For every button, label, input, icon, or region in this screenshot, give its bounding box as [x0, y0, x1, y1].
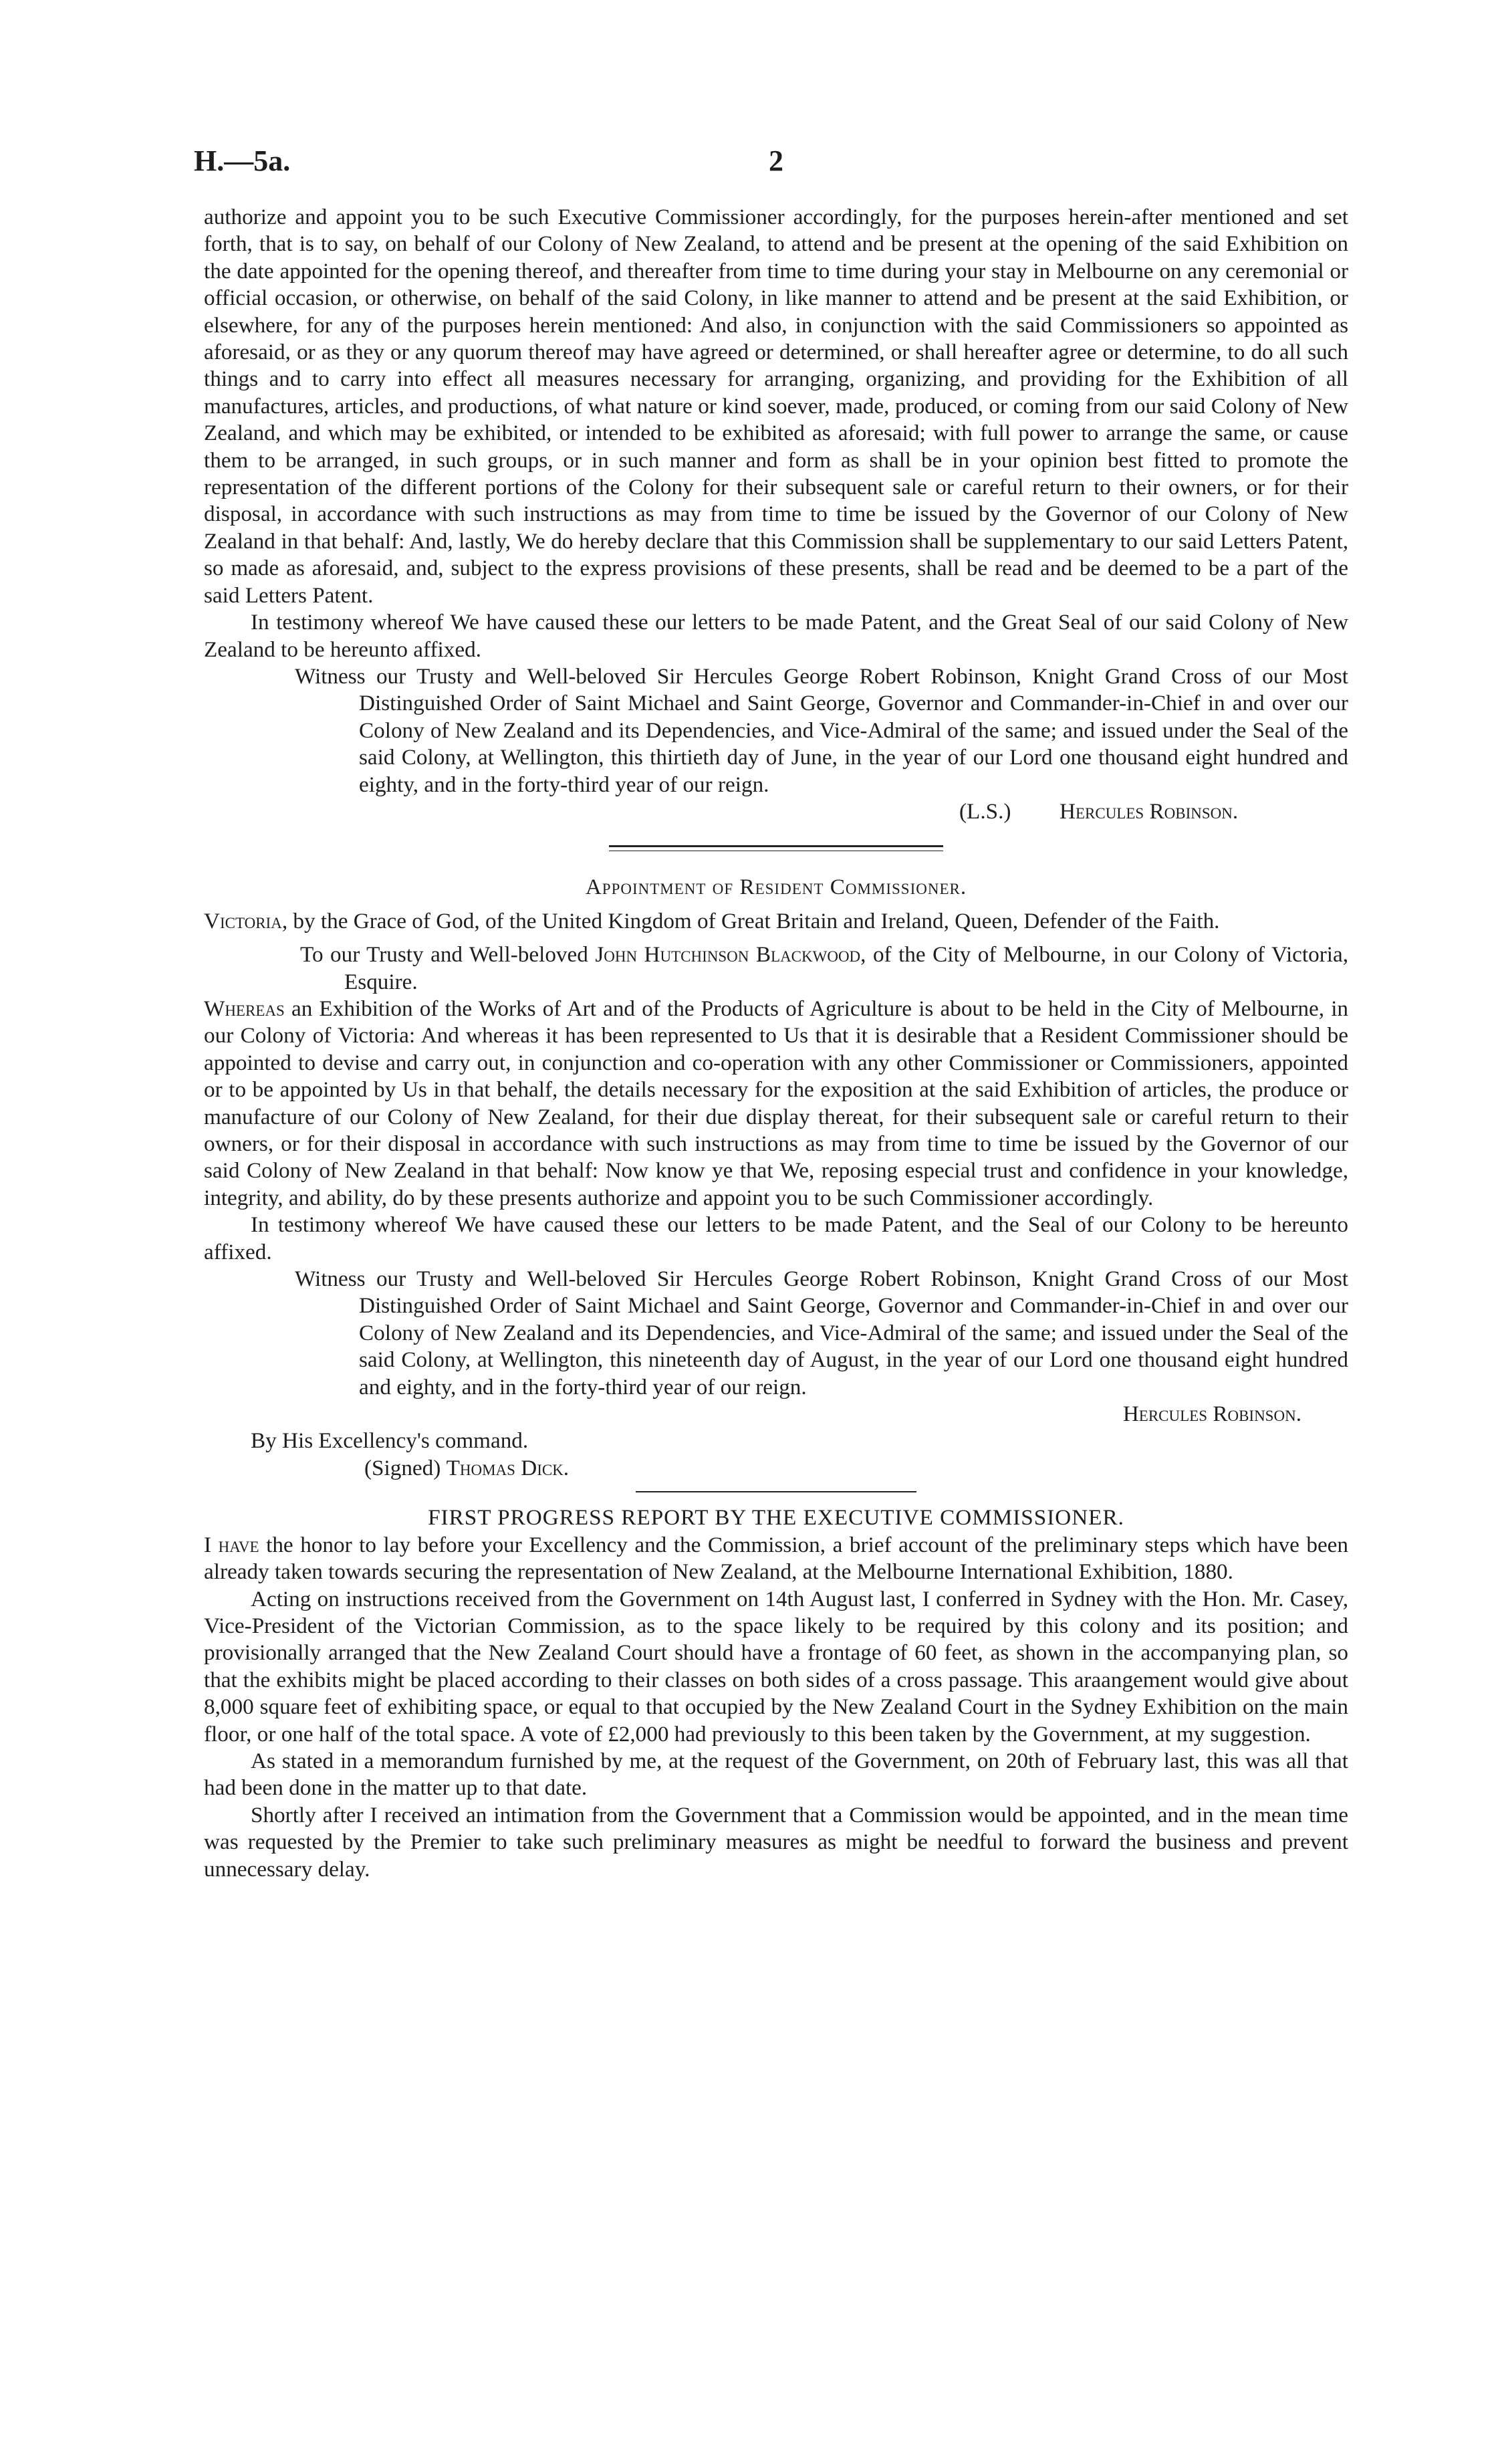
witness-paragraph: Witness our Trusty and Well-beloved Sir Hercules George Robert Robinson, Knight Grand Cross of our Most Distinguished Order of Saint Michael and Saint George, Governor and Commander-in-Chief in and over our Colony of New Zealand and its Dependencies, and Vice-Admiral of the same; and issued under the Seal of the said Colony, at Wellington, this nineteenth day of August, in the year of our Lord one thousand eight hundred and eighty, and in the forty-third year of our reign.	[295, 1266, 1348, 1399]
whereas-lead: Whereas	[204, 996, 285, 1021]
report-paragraph: Shortly after I received an intimation from the Government that a Commission would be appointed, and in the mean time was requested by the Premier to take such preliminary measures as might be needful to forward the business and prevent unnecessary delay.	[204, 1802, 1348, 1882]
report-paragraph: As stated in a memorandum furnished by me, at the request of the Government, on 20th of February last, this was all that had been done in the matter up to that date.	[204, 1748, 1348, 1801]
report-paragraph: Acting on instructions received from the Government on 14th August last, I conferred in Sydney with the Hon. Mr. Casey, Vice-President of the Victorian Commission, as to the space likely to be required by this colony and its position; and provisionally arranged that the New Zealand Court should have a frontage of 60 feet, as shown in the accompanying plan, so that the exhibits might be placed according to their classes on both sides of a cross passage. This araangement would give about 8,000 square feet of exhibiting space, or equal to that occupied by the New Zealand Court in the Sydney Exhibition on the main floor, or one half of the total space. A vote of £2,000 had previously to this been taken by the Government, at my suggestion.	[204, 1586, 1348, 1747]
executive-commission-continued	[204, 204, 1348, 825]
section-divider	[609, 845, 943, 851]
report-paragraph	[204, 1532, 1348, 1586]
victoria-lead: Victoria,	[204, 908, 288, 933]
page-number: 2	[769, 144, 783, 177]
text-column	[204, 204, 1348, 1883]
witness-paragraph: Witness our Trusty and Well-beloved Sir Hercules George Robert Robinson, Knight Grand Cross of our Most Distinguished Order of Saint Michael and Saint George, Governor and Commander-in-Chief in and over our Colony of New Zealand and its Dependencies, and Vice-Admiral of the same; and issued under the Seal of the said Colony, at Wellington, this thirtieth day of June, in the year of our Lord one thousand eight hundred and eighty, and in the forty-third year of our reign.	[295, 663, 1348, 797]
addressee-name: John Hutchinson Blackwood,	[595, 942, 866, 968]
victoria-paragraph	[204, 908, 1348, 935]
addressee-paragraph	[204, 941, 1348, 996]
signature: Hercules Robinson.	[1122, 1402, 1301, 1427]
signed-label: (Signed)	[364, 1455, 441, 1480]
commission-body-paragraph: authorize and appoint you to be such Executive Commissioner accordingly, for the purposes herein-after mentioned and set forth, that is to say, on behalf of our Colony of New Zealand, to attend and be present at the opening of the said Exhibition on the date appointed for the opening thereof, and thereafter from time to time during your stay in Melbourne on any ceremonial or official occasion, or otherwise, on behalf of the said Colony, in like manner to attend and be present at the said Exhibition, or elsewhere, for any of the purposes herein mentioned: And also, in conjunction with the said Commissioners so appointed as aforesaid, or as they or any quorum thereof may have agreed or determined, or shall hereafter agree or determine, to do all such things and to carry into effect all measures necessary for arranging, organizing, and providing for the Exhibition of all manufactures, articles, and productions, of what nature or kind soever, made, produced, or coming from our said Colony of New Zealand, and which may be exhibited, or intended to be exhibited as aforesaid; with full power to arrange the same, or cause them to be arranged, in such groups, or in such manner and form as shall be in your opinion best fitted to promote the representation of the different portions of the Colony for their subsequent sale or careful return to their owners, or for their disposal, in accordance with such instructions as may from time to time be issued by the Governor of our Colony of New Zealand in that behalf: And, lastly, We do hereby declare that this Commission shall be supplementary to our said Letters Patent, so made as aforesaid, and, subject to the express provisions of these presents, shall be read and be deemed to be a part of the said Letters Patent.	[204, 205, 1348, 608]
testimony-paragraph: In testimony whereof We have caused these our letters to be made Patent, and the Great Seal of our said Colony of New Zealand to be hereunto affixed.	[204, 610, 1348, 662]
testimony-paragraph: In testimony whereof We have caused these our letters to be made Patent, and the Seal of our Colony to be hereunto affixed.	[204, 1212, 1348, 1264]
spacer	[204, 901, 1348, 908]
resident-commission	[204, 874, 1348, 1482]
seal-mark: (L.S.)	[959, 798, 1011, 824]
report-paragraph-text: the honor to lay before your Excellency and the Commission, a brief account of the preliminary steps which have been already taken towards securing the representation of New Zealand, at the Melbourne International Exhibition, 1880.	[204, 1532, 1349, 1585]
by-command-line: By His Excellency's command.	[251, 1428, 529, 1454]
signed-name: Thomas Dick.	[446, 1455, 570, 1480]
signed-line	[204, 1455, 1348, 1482]
whereas-paragraph	[204, 996, 1348, 1212]
section-divider	[636, 1491, 916, 1492]
seal-and-signature	[204, 798, 1348, 825]
addressee-lead: To our Trusty and Well-beloved	[300, 942, 588, 968]
document-reference: H.—5a.	[194, 144, 291, 177]
report-lead: I have	[204, 1532, 259, 1557]
addressee-rest: of the City of Melbourne, in our Colony of Victoria, Esquire.	[344, 942, 1349, 994]
whereas-rest: an Exhibition of the Works of Art and of the Products of Agriculture is about to be held in the City of Melbourne, in our Colony of Victoria: And whereas it has been represented to Us that it is desirable that a Resident Commissioner should be appointed to devise and carry out, in conjunction and co-operation with any other Commissioner or Commissioners, appointed or to be appointed by Us in that behalf, the details necessary for the exposition at the said Exhibition of articles, the produce or manufacture of our Colony of New Zealand, for their due display thereat, for their subsequent sale or careful return to their owners, or for their disposal in accordance with such instructions as may from time to time be issued by the Governor of our said Colony of New Zealand in that behalf: Now know ye that We, reposing especial trust and confidence in your knowledge, integrity, and ability, do by these presents authorize and appoint you to be such Commissioner accordingly.	[204, 996, 1349, 1210]
progress-report	[204, 1504, 1348, 1883]
spacer	[204, 935, 1348, 941]
signature: Hercules Robinson.	[1060, 798, 1239, 824]
section-heading: FIRST PROGRESS REPORT BY THE EXECUTIVE COMMISSIONER.	[428, 1505, 1124, 1531]
section-heading: Appointment of Resident Commissioner.	[585, 875, 967, 900]
victoria-rest: by the Grace of God, of the United Kingdom of Great Britain and Ireland, Queen, Defender of the Faith.	[293, 908, 1220, 933]
